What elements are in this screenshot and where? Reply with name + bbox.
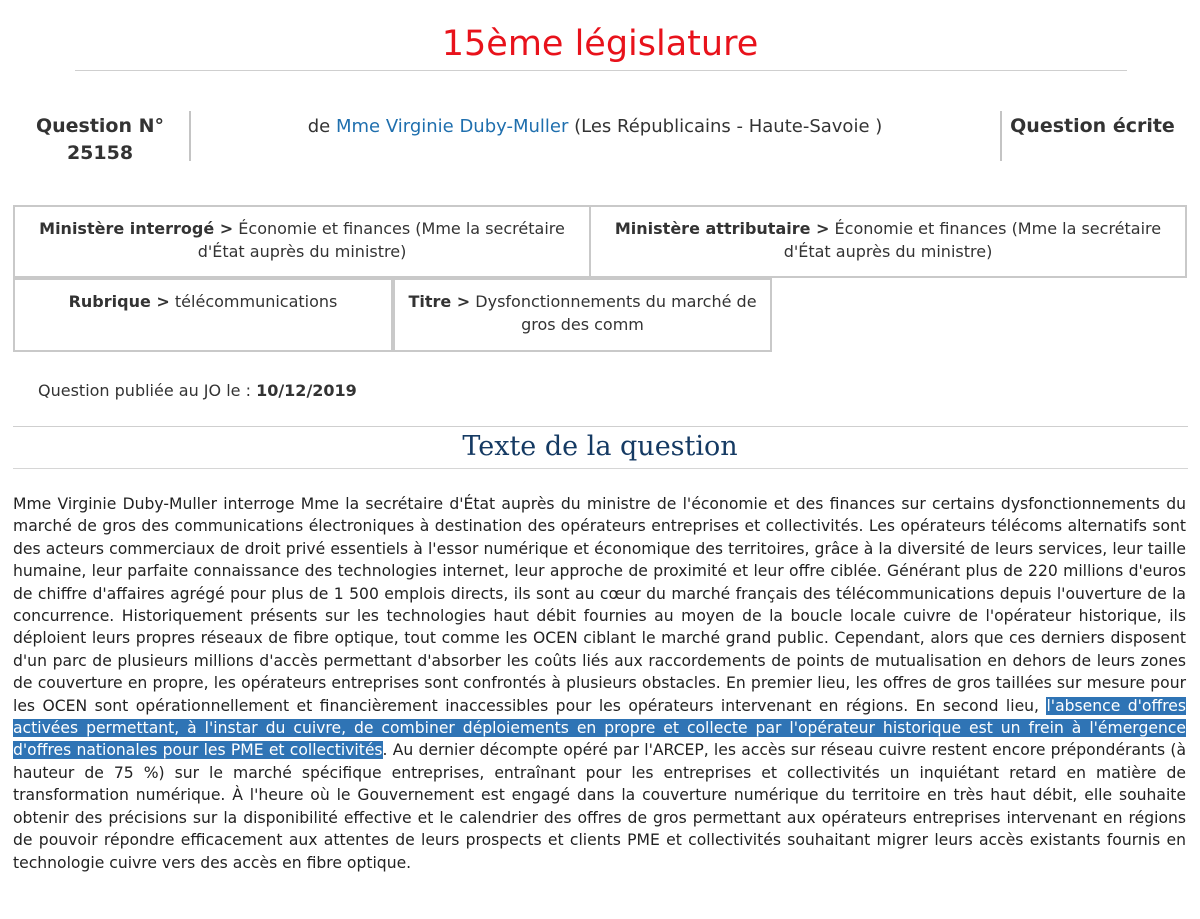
- ministere-attributaire-label: Ministère attributaire >: [614, 219, 830, 238]
- question-text-part-2: . Au dernier décompte opéré par l'ARCEP, les accès sur réseau cuivre restent encore prépondérants (à hauteur de 75 %) sur le marché spécifique entreprises, entraînant pour les entreprises et collectivités un inquiétant retard en matière de transformation numérique. À l'heure où le Gouvernement est engagé dans la couverture numérique du territoire en très haut débit, elle souhaite obtenir des précisions sur la disponibilité effective et le calendrier des offres de gros permettant aux opérateurs entreprises intervenant en régions de pouvoir répondre efficacement aux attentes de leurs prospects et clients PME et collectivités souhaitant migrer leurs accès existants fournis en technologie cuivre vers des accès en fibre optique.: [13, 741, 1186, 872]
- question-text: [13, 493, 1186, 874]
- section-bottom-divider: [13, 468, 1188, 469]
- author-link[interactable]: Mme Virginie Duby-Muller: [335, 116, 569, 137]
- rubrique-cell: [13, 278, 393, 352]
- section-title: Texte de la question: [462, 431, 738, 462]
- rubrique-value: télécommunications: [174, 292, 338, 311]
- titre-label: Titre >: [408, 292, 471, 311]
- header-separator-right: [1000, 111, 1002, 161]
- ministere-attributaire-cell: [589, 205, 1187, 278]
- ministere-interroge-value: Économie et finances (Mme la secrétaire d'État auprès du ministre): [197, 219, 565, 261]
- question-number-label: Question N°: [35, 115, 165, 137]
- question-number: 25158: [66, 142, 134, 164]
- ministere-interroge-label: Ministère interrogé >: [39, 219, 234, 238]
- ministere-interroge-cell: [13, 205, 591, 278]
- publication-date: 10/12/2019: [256, 381, 357, 400]
- header-separator-left: [189, 111, 191, 161]
- author-group: (Les Républicains - Haute-Savoie ): [574, 116, 883, 137]
- publication-label: Question publiée au JO le :: [38, 381, 251, 400]
- titre-value: Dysfonctionnements du marché de gros des comm: [475, 292, 757, 334]
- question-number-block: [20, 113, 180, 167]
- highlighted-text-selection[interactable]: l'absence d'offres activées permettant, à l'instar du cuivre, de combiner déploiements en propre et collecte par l'opérateur historique est un frein à l'émergence d'offres nationales pour les PME et collectivités: [13, 696, 1186, 760]
- author-line: [200, 113, 990, 140]
- author-prefix: de: [307, 116, 331, 137]
- publication-line: [38, 380, 357, 402]
- ministere-attributaire-value: Économie et finances (Mme la secrétaire d'État auprès du ministre): [783, 219, 1162, 261]
- section-top-divider: [13, 426, 1188, 427]
- top-divider: [75, 70, 1127, 71]
- legislature-heading: 15ème législature: [441, 24, 759, 64]
- question-type: Question écrite: [1010, 115, 1175, 137]
- titre-cell: [393, 278, 772, 352]
- rubrique-label: Rubrique >: [68, 292, 170, 311]
- question-text-part-1: Mme Virginie Duby-Muller interroge Mme la secrétaire d'État auprès du ministre de l'économie et des finances sur certains dysfonctionnements du marché de gros des communications électroniques à destination des opérateurs entreprises et collectivités. Les opérateurs télécoms alternatifs sont des acteurs commerciaux de droit privé essentiels à l'essor numérique et économique des territoires, grâce à la diversité de leurs services, leur taille humaine, leur parfaite connaissance des technologies internet, leur approche de proximité et leur offre ciblée. Générant plus de 220 millions d'euros de chiffre d'affaires agrégé pour plus de 1 500 emplois directs, ils sont au cœur du marché français des télécommunications depuis l'ouverture de la concurrence. Historiquement présents sur les technologies haut débit fournies au moyen de la boucle locale cuivre de l'opérateur historique, ils déploient leurs propres réseaux de fibre optique, tout comme les OCEN ciblant le marché grand public. Cependant, alors que ces derniers disposent d'un parc de plusieurs millions d'accès permettant d'absorber les coûts liés aux raccordements de points de mutualisation en dehors de leurs zones de couverture en propre, les opérateurs entreprises sont confrontés à plusieurs obstacles. En premier lieu, les offres de gros taillées sur mesure pour les OCEN sont opérationnellement et financièrement inaccessibles pour les opérateurs intervenant en régions. En second lieu,: [13, 495, 1186, 715]
